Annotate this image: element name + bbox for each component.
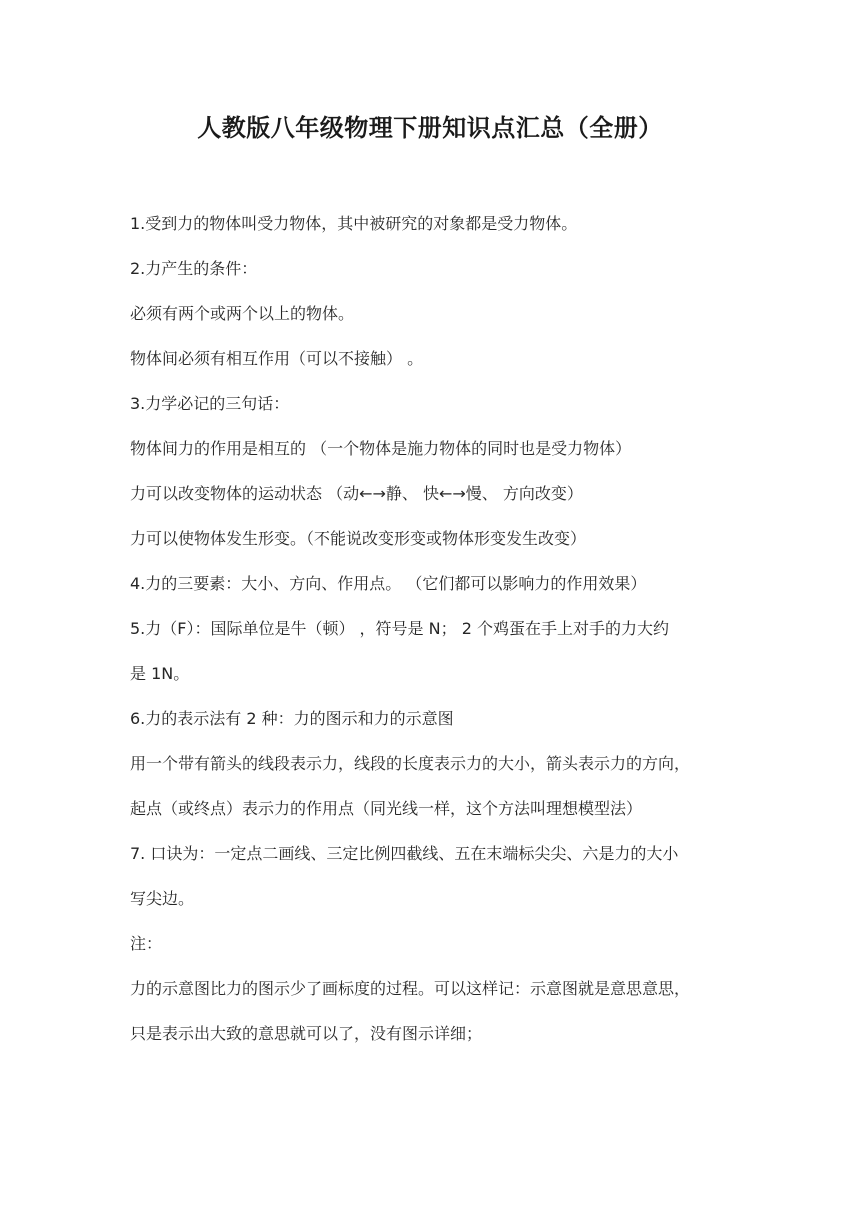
paragraph: 3.力学必记的三句话： <box>130 394 290 413</box>
paragraph: 用一个带有箭头的线段表示力，线段的长度表示力的大小，箭头表示力的方向， <box>130 754 691 773</box>
paragraph: 力的示意图比力的图示少了画标度的过程。可以这样记：示意图就是意思意思， <box>130 979 691 998</box>
paragraph: 力可以改变物体的运动状态 （动←→静、 快←→慢、 方向改变） <box>130 484 583 503</box>
paragraph: 1.受到力的物体叫受力物体，其中被研究的对象都是受力物体。 <box>130 214 578 233</box>
paragraph: 力可以使物体发生形变。（不能说改变形变或物体形变发生改变） <box>130 529 587 548</box>
paragraph: 7. 口诀为：一定点二画线、三定比例四截线、五在末端标尖尖、六是力的大小 <box>130 844 679 863</box>
paragraph: 2.力产生的条件： <box>130 259 258 278</box>
paragraph: 物体间力的作用是相互的 （一个物体是施力物体的同时也是受力物体） <box>130 439 632 458</box>
paragraph: 必须有两个或两个以上的物体。 <box>130 304 355 323</box>
paragraph: 只是表示出大致的意思就可以了，没有图示详细； <box>130 1024 483 1043</box>
paragraph: 是 1N。 <box>130 664 190 683</box>
paragraph: 写尖边。 <box>130 889 195 908</box>
paragraph: 6.力的表示法有 2 种：力的图示和力的示意图 <box>130 709 454 728</box>
document-body <box>130 201 740 1056</box>
paragraph: 起点（或终点）表示力的作用点（同光线一样，这个方法叫理想模型法） <box>130 799 643 818</box>
paragraph: 5.力（F）：国际单位是牛（顿） ，符号是 N； 2 个鸡蛋在手上对手的力大约 <box>130 619 669 638</box>
paragraph: 物体间必须有相互作用（可以不接触） 。 <box>130 349 424 368</box>
paragraph: 4.力的三要素：大小、方向、作用点。 （它们都可以影响力的作用效果） <box>130 574 647 593</box>
paragraph: 注： <box>130 934 163 953</box>
document-title: 人教版八年级物理下册知识点汇总（全册） <box>197 114 663 142</box>
